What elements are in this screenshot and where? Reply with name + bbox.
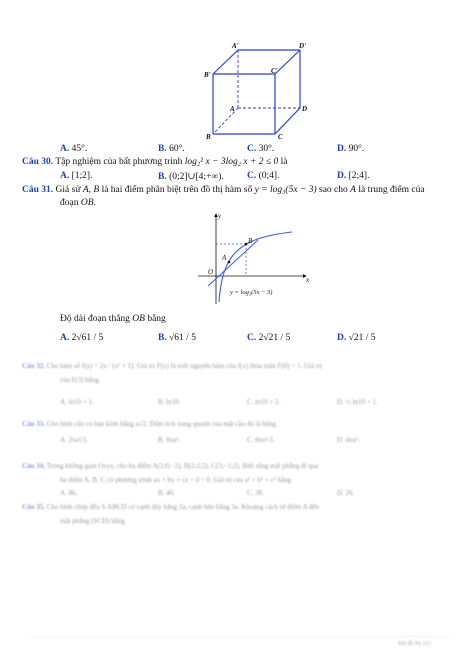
q30-option-d: D. [2;4]. <box>337 171 370 181</box>
cube-figure <box>198 40 318 144</box>
question-32-opt-a: A. ln10 + 1. <box>60 398 94 406</box>
origin-label: O <box>208 268 214 276</box>
footer-page-code: Mã đề thi 112 <box>398 641 432 647</box>
q30-option-c: C. (0;4]. <box>247 171 280 181</box>
label-d-prime: D' <box>299 42 306 50</box>
question-35-line2: mặt phẳng (SCD) bằng <box>60 517 125 525</box>
q30-option-b: B. (0;2]∪[4;+∞). <box>158 172 224 182</box>
question-34-opt-c: C. 38. <box>247 489 264 497</box>
q29-option-d: D. 90°. <box>337 144 365 154</box>
question-32-line2: của F(3) bằng <box>60 376 99 384</box>
question-33-opt-c: C. 8πa²/3. <box>247 436 275 444</box>
q31-option-a: A. 2√61 / 5 <box>60 333 104 343</box>
point-a-label: A <box>222 254 227 262</box>
q31-option-c: C. 2√21 / 5 <box>247 333 291 343</box>
axis-x-label: x <box>306 276 310 284</box>
q31-option-d: D. √21 / 5 <box>337 333 376 343</box>
question-34-opt-b: B. 40. <box>158 489 175 497</box>
point-b-label: B <box>248 237 253 245</box>
question-34-opt-a: A. 86. <box>60 489 78 497</box>
question-31-prompt: Độ dài đoạn thẳng OB bằng <box>60 314 166 324</box>
q29-option-b: B. 60°. <box>158 144 185 154</box>
question-33-line1: Câu 33. Cho hình cầu có bán kính bằng a√2. Diện tích xung quanh của mặt cầu đó là bằng <box>22 420 277 428</box>
question-32-opt-d: D. ½ ln10 + 1. <box>337 398 378 406</box>
label-b-prime: B' <box>204 71 211 79</box>
question-32-line1: Câu 32. Cho hàm số f(x) = 2x / (x² + 1). Giá trị F(x) là một nguyên hàm của f(x) thỏa mãn F(0) = 1. Giá trị <box>22 362 323 370</box>
q29-option-c: C. 30°. <box>247 144 275 154</box>
label-b: B <box>206 133 211 141</box>
q30-option-a: A. [1;2]. <box>60 171 93 181</box>
label-d: D <box>302 105 308 113</box>
question-35-line1: Câu 35. Cho hình chóp đều S.ABCD có cạnh đáy bằng 2a, cạnh bên bằng 3a. Khoảng cách từ điểm A đến <box>22 503 320 511</box>
axis-y-label: y <box>218 212 222 220</box>
question-32-opt-b: B. ln10. <box>158 398 181 406</box>
q29-option-a: A. 45°. <box>60 144 88 154</box>
q31-option-b: B. √61 / 5 <box>158 333 196 343</box>
label-c: C <box>278 133 283 141</box>
question-31-line2: đoạn OB. <box>60 198 96 208</box>
question-30-number: Câu 30. <box>22 157 54 167</box>
question-34-opt-d: D. 26. <box>337 489 355 497</box>
footer-divider <box>30 636 450 637</box>
curve-label: y = log₃(5x − 3) <box>230 289 273 296</box>
question-33-opt-d: D. 4πa². <box>337 436 360 444</box>
label-c-prime: C' <box>271 67 278 75</box>
question-34-line2: ba điểm A, B, C có phương trình ax + by + cz + d = 0. Giá trị của a² + b² + c² bằng <box>60 476 292 484</box>
question-32-opt-c: C. ln10 + 2. <box>247 398 281 406</box>
question-34-line1: Câu 34. Trong không gian Oxyz, cho ba điểm A(2;0;−2), B(2;1;2), C(3;−1;2). Biết rằng mặt phẳng đi qua <box>22 462 319 470</box>
question-31-number: Câu 31. <box>22 185 54 195</box>
question-33-opt-b: B. 8πa². <box>158 436 181 444</box>
label-a: A <box>230 105 235 113</box>
question-33-opt-a: A. 2πa²/3. <box>60 436 88 444</box>
question-30: Câu 30. Tập nghiệm của bất phương trình log₂² x − 3log₂ x + 2 ≤ 0 là <box>22 157 288 167</box>
question-31-line1: Câu 31. Giả sử A, B là hai điểm phân biệt trên đồ thị hàm số y = log₃(5x − 3) sao cho A là trung điểm của <box>22 185 425 195</box>
log-graph-figure <box>196 210 312 306</box>
label-a-prime: A' <box>232 42 239 50</box>
